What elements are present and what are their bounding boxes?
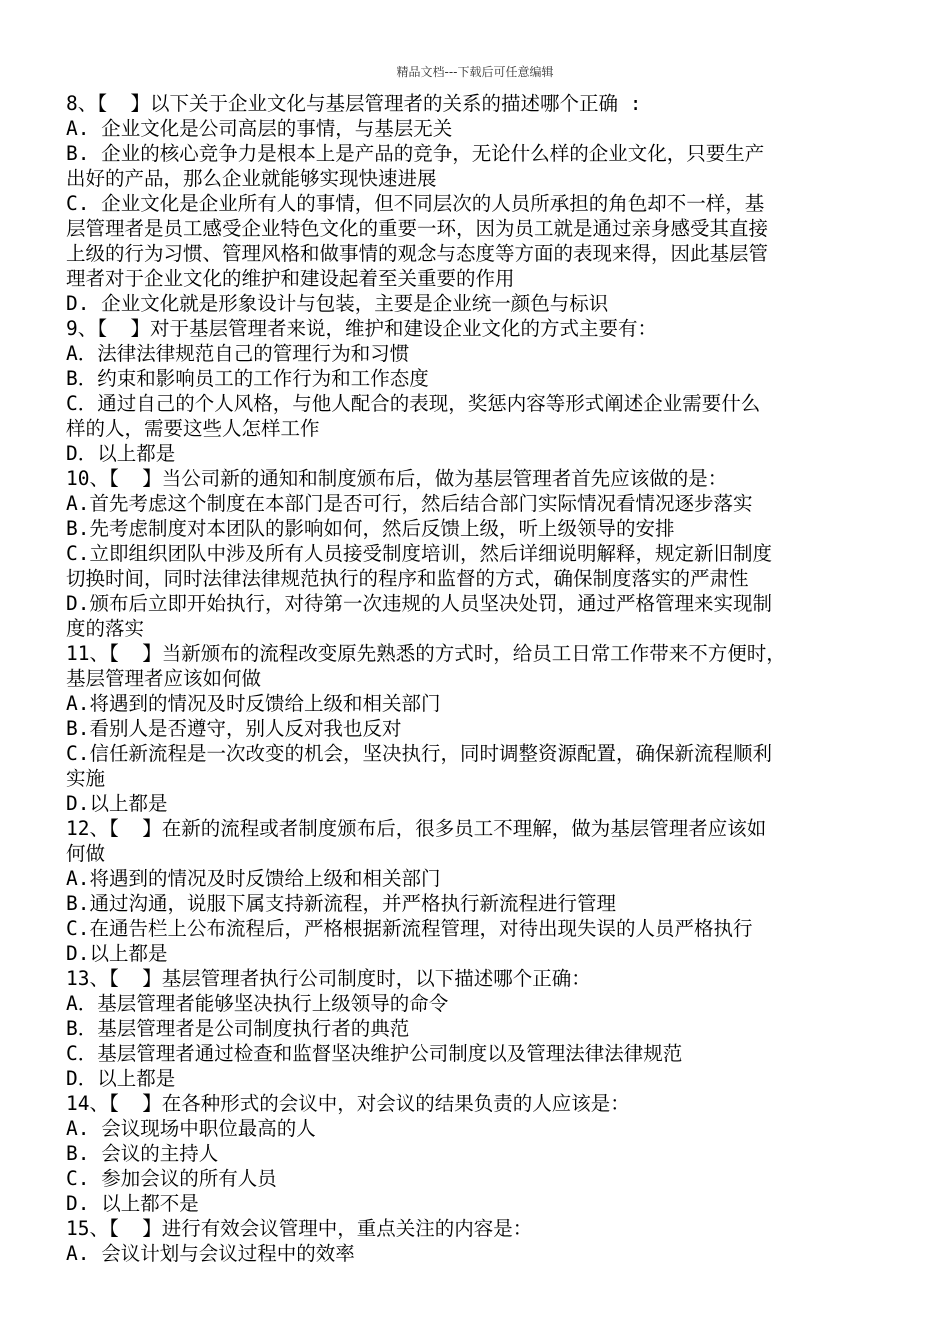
text-line: B. 企业的核心竞争力是根本上是产品的竞争，无论什么样的企业文化，只要生产 — [66, 142, 765, 165]
text-line: A．法律法律规范自己的管理行为和习惯 — [66, 342, 410, 365]
text-line: B.看别人是否遵守，别人反对我也反对 — [66, 717, 402, 740]
text-line: 度的落实 — [66, 617, 145, 640]
text-line: D. 企业文化就是形象设计与包装，主要是企业统一颜色与标识 — [66, 292, 609, 315]
text-line: 基层管理者应该如何做 — [66, 667, 262, 690]
text-line: A. 会议计划与会议过程中的效率 — [66, 1242, 355, 1265]
text-line: C．通过自己的个人风格，与他人配合的表现，奖惩内容等形式阐述企业需要什么 — [66, 392, 761, 415]
text-line: D.颁布后立即开始执行，对待第一次违规的人员坚决处罚，通过严格管理来实现制 — [66, 592, 772, 615]
text-line: C. 参加会议的所有人员 — [66, 1167, 277, 1190]
text-line: 11、【 】当新颁布的流程改变原先熟悉的方式时，给员工日常工作带来不方便时， — [66, 642, 786, 665]
text-line: D. 以上都不是 — [66, 1192, 199, 1215]
text-line: 出好的产品，那么企业就能够实现快速进展 — [66, 167, 437, 190]
text-line: D．以上都是 — [66, 442, 176, 465]
text-line: 12、【 】在新的流程或者制度颁布后，很多员工不理解，做为基层管理者应该如 — [66, 817, 767, 840]
text-line: A．基层管理者能够坚决执行上级领导的命令 — [66, 992, 449, 1015]
text-line: B.先考虑制度对本团队的影响如何，然后反馈上级，听上级领导的安排 — [66, 517, 675, 540]
text-line: C.信任新流程是一次改变的机会，坚决执行，同时调整资源配置，确保新流程顺利 — [66, 742, 772, 765]
text-line: D．以上都是 — [66, 1067, 176, 1090]
text-line: 上级的行为习惯、管理风格和做事情的观念与态度等方面的表现来得，因此基层管 — [66, 242, 769, 265]
text-line: 8、【 】以下关于企业文化与基层管理者的关系的描述哪个正确 : — [66, 92, 642, 115]
page-header: 精品文档---下载后可任意编辑 — [396, 65, 554, 79]
text-line: D.以上都是 — [66, 942, 168, 965]
text-line: 14、【 】在各种形式的会议中，对会议的结果负责的人应该是： — [66, 1092, 630, 1115]
text-line: D.以上都是 — [66, 792, 168, 815]
text-line: B．约束和影响员工的工作行为和工作态度 — [66, 367, 429, 390]
text-line: 15、【 】进行有效会议管理中，重点关注的内容是： — [66, 1217, 533, 1240]
text-line: C. 企业文化是企业所有人的事情，但不同层次的人员所承担的角色却不一样，基 — [66, 192, 765, 215]
text-line: 理者对于企业文化的维护和建设起着至关重要的作用 — [66, 267, 515, 290]
text-line: A.将遇到的情况及时反馈给上级和相关部门 — [66, 692, 441, 715]
text-line: A.首先考虑这个制度在本部门是否可行，然后结合部门实际情况看情况逐步落实 — [66, 492, 753, 515]
text-line: 何做 — [66, 842, 106, 865]
text-line: A.将遇到的情况及时反馈给上级和相关部门 — [66, 867, 441, 890]
text-line: 10、【 】当公司新的通知和制度颁布后，做为基层管理者首先应该做的是： — [66, 467, 728, 490]
document-body — [66, 91, 896, 1266]
text-line: A. 企业文化是公司高层的事情，与基层无关 — [66, 117, 453, 140]
text-line: C．基层管理者通过检查和监督坚决维护公司制度以及管理法律法律规范 — [66, 1042, 683, 1065]
text-line: 层管理者是员工感受企业特色文化的重要一环，因为员工就是通过亲身感受其直接 — [66, 217, 769, 240]
text-line: 切换时间，同时法律法律规范执行的程序和监督的方式，确保制度落实的严肃性 — [66, 567, 749, 590]
text-line: C.立即组织团队中涉及所有人员接受制度培训，然后详细说明解释，规定新旧制度 — [66, 542, 772, 565]
text-line: A. 会议现场中职位最高的人 — [66, 1117, 316, 1140]
text-line: 实施 — [66, 767, 106, 790]
text-line: B.通过沟通，说服下属支持新流程，并严格执行新流程进行管理 — [66, 892, 616, 915]
text-line: 样的人，需要这些人怎样工作 — [66, 417, 320, 440]
text-line: B．基层管理者是公司制度执行者的典范 — [66, 1017, 410, 1040]
text-line: 13、【 】基层管理者执行公司制度时，以下描述哪个正确： — [66, 967, 591, 990]
text-line: C.在通告栏上公布流程后，严格根据新流程管理，对待出现失误的人员严格执行 — [66, 917, 753, 940]
text-line: B. 会议的主持人 — [66, 1142, 219, 1165]
text-line: 9、【 】对于基层管理者来说，维护和建设企业文化的方式主要有： — [66, 317, 657, 340]
